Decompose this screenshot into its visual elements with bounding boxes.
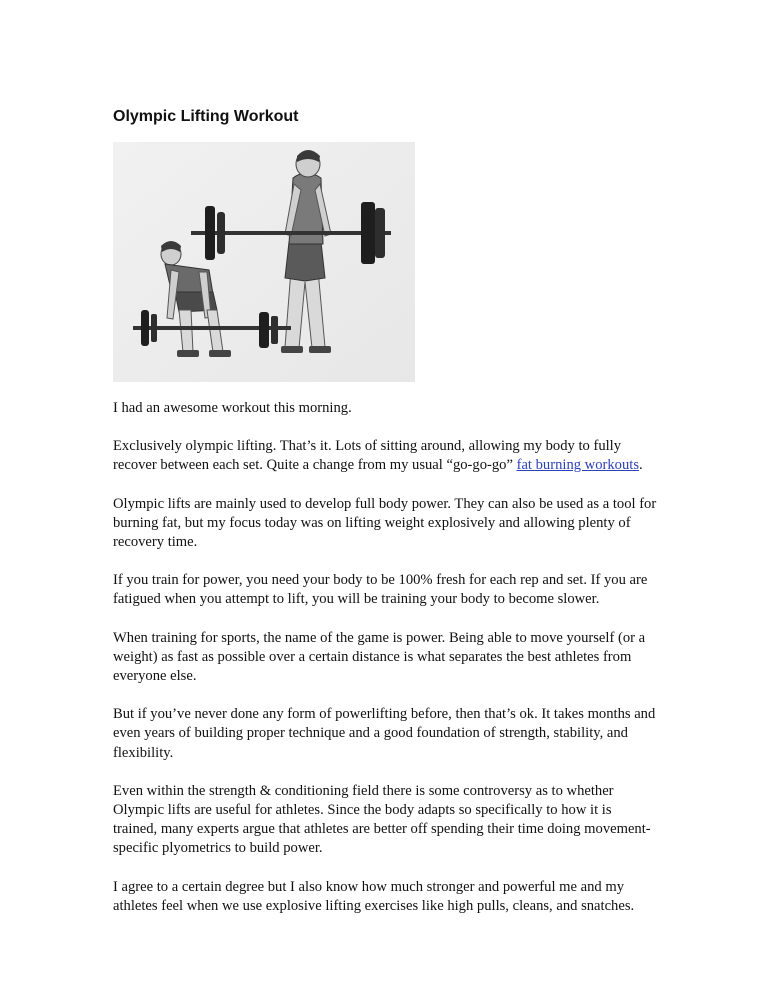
fat-burning-workouts-link[interactable]: fat burning workouts <box>516 457 640 474</box>
paragraph: I agree to a certain degree but I also know how much stronger and powerful me and my athletes feel when we use explosive lifting exercises like high pulls, cleans, and snatches. <box>113 878 635 914</box>
paragraph: I had an awesome workout this morning. <box>113 400 352 416</box>
document-body <box>113 399 658 935</box>
paragraph-text-after-link: . <box>639 457 643 474</box>
paragraph: Even within the strength & conditioning field there is some controversy as to whether Olympic lifts are useful for athletes. Since the body adapts so specifically to how it is trained, many experts argue that athletes are better off spending their time doing movement-specific plyometrics to build power. <box>113 782 651 857</box>
paragraph: Olympic lifts are mainly used to develop full body power. They can also be used as a tool for burning fat, but my focus today was on lifting weight explosively and allowing plenty of recovery time. <box>113 495 657 551</box>
paragraph-with-link <box>113 437 658 475</box>
paragraph: But if you’ve never done any form of powerlifting before, then that’s ok. It takes months and even years of building proper technique and a good foundation of strength, stability, and flexibility. <box>113 706 656 761</box>
paragraph: If you train for power, you need your body to be 100% fresh for each rep and set. If you are fatigued when you attempt to lift, you will be training your body to become slower. <box>113 572 648 608</box>
paragraph: When training for sports, the name of the game is power. Being able to move yourself (or a weight) as fast as possible over a certain distance is what separates the best athletes from everyone else. <box>113 629 646 685</box>
paragraph-text-before-link: Exclusively olympic lifting. That’s it. Lots of sitting around, allowing my body to fully recover between each set. Quite a change from my usual “go-go-go” <box>113 438 622 474</box>
weightlifting-illustration <box>113 142 415 382</box>
olympic-weightlifters-illustration-icon <box>113 142 415 382</box>
document-title: Olympic Lifting Workout <box>113 108 299 125</box>
